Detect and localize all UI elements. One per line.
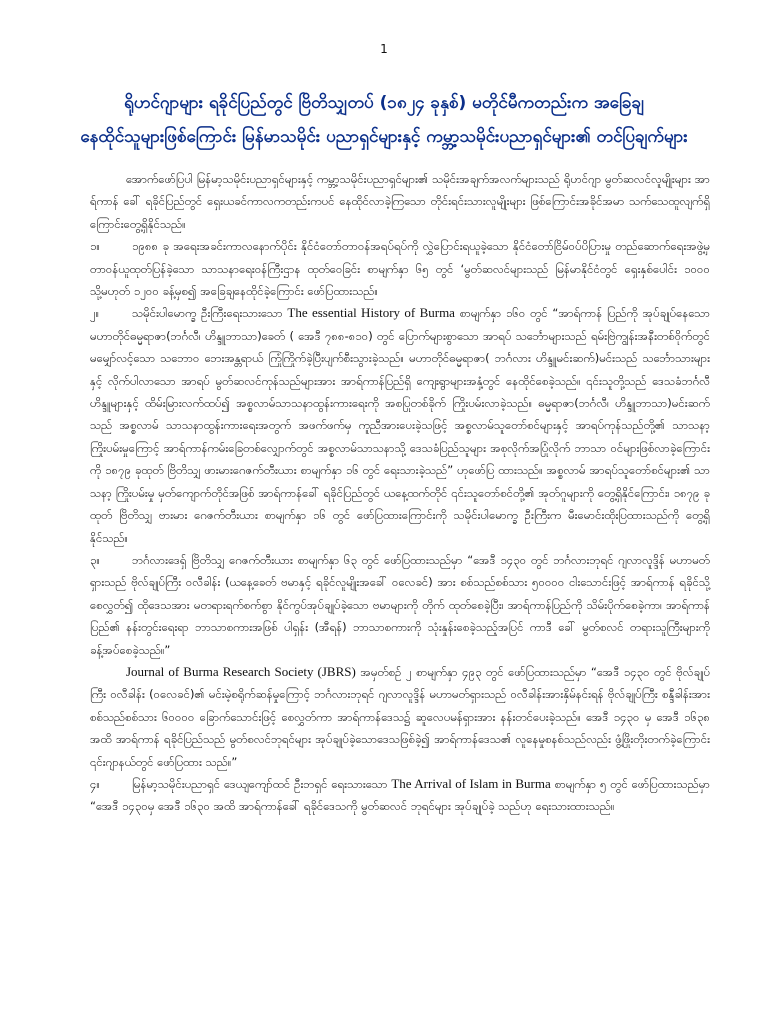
paragraph-1-text: ၁၉၈၈ ခု အရေးအခင်းကာလနောက်ပိုင်း နိုင်ငံတော်တာဝန်အရပ်ရပ်ကို လွှဲပြောင်းရယူခဲ့သော နိုင်ငံတော်ငြိမ်ဝပ်ပိပြားမှု တည်ဆောက်ရေးအဖွဲ့မှ တာဝန်ယူထုတ်ပြန်ခဲ့သော သာသနာရေးဝန်ကြီးဌာန ထုတ်ဝေခြင်း စာမျက်နှာ ၆၅ တွင် ‘မွတ်ဆလင်များသည် မြန်မာနိုင်ငံတွင် ရှေးနှစ်ပေါင်း ၁၀၀၀ သို့မဟုတ် ၁၂၀၀ ခန့်မှစ၍ အခြေချနေထိုင်ခဲ့ကြောင်း ဖော်ပြထားသည်။ — [90, 239, 710, 299]
paragraph-4-text-c: စာမျက်နှာ ၅ တွင် ဖော်ပြထားသည်မှာ “အေဒီ ၁၄၃၀မှ အေဒီ ၁၆၃၀ အထိ အာရ်ကာန်ခေါ် ရခိုင်ဒေသကို မွတ်ဆလင် ဘုရင်များ အုပ်ချုပ်ခဲ့ သည်ဟု ရေးသားထားသည်။ — [90, 776, 711, 814]
book-title-arrival-of-islam: The Arrival of Islam in Burma — [391, 775, 551, 791]
paragraph-4-number: ၄။ — [90, 776, 100, 791]
paragraph-4 — [90, 773, 710, 818]
paragraph-2-number: ၂။ — [90, 306, 100, 321]
paragraph-2-text-a: သမိုင်းပါမောက္ခ ဦးကြီးရေးသားသော — [132, 306, 288, 321]
journal-title-jbrs: Journal of Burma Research Society (JBRS) — [126, 663, 356, 679]
paragraph-3-number: ၃။ — [90, 552, 100, 567]
paragraph-2-text-c: စာမျက်နှာ ၁၆၀ တွင် “အာရ်ကာန် ပြည်ကို အုပ်ချုပ်နေသော မဟာတိုင်ဓမ္မရာဇာ(ဘင်္ဂလီ၊ ဟိန္ဒူဘာသာ)ခေတ် ( အေဒီ ၇၈၈-၈၁၀) တွင် ပြောက်များစွာသော အာရပ် သင်္ဘောများသည် ရမ်းဗြဲကျွန်းအနီးတစ်ဝိုက်တွင် မမျှော်လင့်သော သဘောဝ ဘေးအန္တရာယ် ကြုံကြိုက်ခဲ့ပြီးပျက်စီးသွားခဲ့သည်။ မဟာတိုင်ဓမ္မရာဇာ( ဘင်္ဂလား ဟိန္ဒူမင်းဆက်)မင်းသည် သင်္ဘောသားများနှင့် လိုက်ပါလာသော အာရပ် မွတ်ဆလင်ကုန်သည်များအား အာရ်ကာန်ပြည်ရှိ ကျေးရွာများအနှံ့တွင် နေထိုင်စေခဲ့သည်။ ၎င်းသူတို့သည် ဒေသခံဘင်္ဂလီ ဟိန္ဒူများနှင့် ထိမ်းမြားလက်ထပ်၍ အစ္စလာမ်သာသနာထွန်းကားရေးကို အစပြုတစ်ခိုက် ကြိုးပမ်းလာခဲ့သည်။ ဓမ္မရာဇာ(ဘင်္ဂလီ၊ ဟိန္ဒူဘာသာ)မင်းဆက်သည် အစ္စလာမ် သာသနာထွန်းကားရေးအတွက် အဖက်ဖက်မှ ကူညီအားပေးခဲ့သဖြင့် အစ္စလာမ်သူတော်စင်များနှင့် အာရပ်ကုန်သည်တို့၏ သာသနာ့ ကြိုးပမ်းမှုကြောင့် အာရ်ကာန်ကမ်းခြေတစ်လျှောက်တွင် အစ္စလာမ်သာသနာသို့ ဒေသခံပြည်သူများ အစုလိုက်အပြုံလိုက် ဘာသာ ဝင်များဖြစ်လာခဲ့ကြောင်းကို ၁၈၇၉ ခုထုတ် ဗြိတိသျှ ဖားမားဂေဇက်တီးယား စာမျက်နှာ ၁၆ တွင် ရေးသားခဲ့သည်” ဟုဖော်ပြ ထားသည်။ အစ္စလာမ် အာရပ်သူတော်စင်များ၏ သာသနာ့ ကြိုးပမ်းမှု မှတ်ကျောက်တိုင်အဖြစ် အာရ်ကာန်ခေါ် ရခိုင်ပြည်တွင် ယနေ့ထက်တိုင် ၎င်းသူတော်စင်တို့၏ အုတ်ဂူများကို တွေ့ရှိနိုင်ကြောင်း၊ ၁၈၇၉ ခုထုတ် ဗြိတိသျှ ဗားမား ဂေဇက်တီးယား စာမျက်နှာ ၁၆ တွင် ဖော်ပြထားကြောင်းကို သမိုင်းပါမောက္ခ ဦးကြီးက မီးမောင်းထိုးပြထားသည်ကို တွေ့ရှိနိုင်သည်။ — [90, 306, 711, 545]
paragraph-1 — [90, 235, 710, 302]
paragraph-jbrs-text: အမှတ်စဉ် ၂ စာမျက်နှာ ၄၉၃ တွင် ဖော်ပြထားသည်မှာ “အေဒီ ၁၄၃၀ တွင် ဗိုလ်ချုပ်ကြီး ဝလီခါန်း (ဝလေခင်)၏ မင်းမဲ့စရိုက်ဆန်မှုကြောင့် ဘင်္ဂလားဘုရင် ဂျလာလူဒ္ဒိန် မဟာမတ်ရှားသည် ဝလီခါန်းအားနှိမ်နင်းရန် ဗိုလ်ချုပ်ကြီး စန္ဒီခါန်းအား စစ်သည်စစ်သား ၆၀၀၀၀ ခြောက်သောင်းဖြင့် စေလွှတ်ကာ အာရ်ကာန်ဒေသ၌ ဆူလေပမန်ရှားအား နန်းတင်ပေးခဲ့သည်။ အေဒီ ၁၄၃၀ မှ အေဒီ ၁၆၃၈ အထိ အာရ်ကာန် ရခိုင်ပြည်သည် မွတ်စလင်ဘုရင်များ အုပ်ချုပ်ခဲ့သောဒေသဖြစ်ခဲ့၍ အာရ်ကာန်ဒေသ၏ လူနေမှုစနစ်သည်လည်း ဖွံ့ဖြိုးတိုးတက်ခဲ့ကြောင်း ၎င်းဂျာနယ်တွင် ဖော်ပြထား သည်။” — [90, 664, 711, 769]
page-number: 1 — [380, 42, 388, 56]
intro-paragraph: အောက်ဖော်ပြပါ မြန်မာ့သမိုင်းပညာရှင်များနှင့် ကမ္ဘာ့သမိုင်းပညာရှင်များ၏ သမိုင်းအချက်အလက်များသည် ရိုဟင်ဂျာ မွတ်ဆလင်လူမျိုးများ အာရ်ကာန် ခေါ် ရခိုင်ပြည်တွင် ရှေးယခင်ကာလကတည်းကပင် နေထိုင်လာခဲ့ကြသော တိုင်းရင်းသားလူမျိုးများ ဖြစ်ကြောင်းအခိုင်အမာ သက်သေထူလျက်ရှိကြောင်းတွေ့ရှိနိုင်သည်။ — [90, 172, 710, 231]
paragraph-3 — [90, 549, 710, 661]
title-line-1: ရိုဟင်ဂျာများ ရခိုင်ပြည်တွင် ဗြိတိသျှတပ် (၁၈၂၄ ခုနှစ်) မတိုင်မီကတည်းက အခြေချ — [124, 93, 644, 113]
paragraph-1-number: ၁။ — [90, 239, 100, 254]
paragraph-jbrs — [90, 661, 710, 773]
paragraph-2 — [90, 302, 710, 548]
book-title-essential-history: The essential History of Burma — [287, 305, 455, 321]
paragraph-3-text: ဘင်္ဂလားဒေရှ် ဗြိတိသျှ ဂေဇက်တီးယား စာမျက်နှာ ၆၃ တွင် ဖော်ပြထားသည်မှာ “အေဒီ ၁၄၃၀ တွင် ဘင်္ဂလားဘုရင် ဂျလာလူဒ္ဒိန် မဟာမတ် ရှားသည် ဗိုလ်ချုပ်ကြီး ဝလီခါန်း (ယနေ့ခေတ် ဗမာနှင့် ရခိုင်လူမျိုးအခေါ် ဝလေခင်) အား စစ်သည်စစ်သား ၅၀၀၀၀ ငါးသောင်းဖြင့် အာရ်ကာန် ရခိုင်သို့စေလွှတ်၍ ထိုဒေသအား မတရားရက်စက်စွာ နိုင်ကွပ်အုပ်ချုပ်ခဲ့သော ဗမာများကို တိုက် ထုတ်စေခဲ့ပြီး၊ အာရ်ကာန်ပြည်ကို သိမ်းပိုက်စေခဲ့ကာ၊ အာရ်ကာန်ပြည်၏ နန်းတွင်းရေးရာ ဘာသာစကားအဖြစ် ပါရှန်း (အီရန်) ဘာသာစကားကို သုံးနှုန်းစေခဲ့သည့်အပြင် ကာဒီ ခေါ် မွတ်စလင် တရားသူကြီးများကို ခန့်အပ်စေခဲ့သည်။” — [90, 552, 710, 657]
paragraph-4-text-a: မြန်မာ့သမိုင်းပညာရှင် ဒေယျကျော်ထင် ဦးဘရှင် ရေးသားသော — [132, 776, 392, 791]
document-body — [90, 168, 710, 818]
title-line-2: နေထိုင်သူများဖြစ်ကြောင်း မြန်မာသမိုင်း ပညာရှင်များနှင့် ကမ္ဘာ့သမိုင်းပညာရှင်များ၏ တင်ပြချက်များ — [80, 127, 688, 147]
